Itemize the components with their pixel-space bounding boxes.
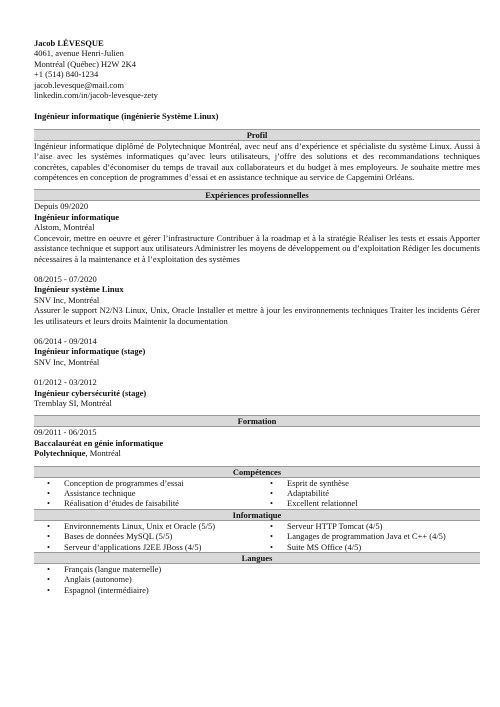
it-skill-item: • Serveur d’applications J2EE JBoss (4/5) xyxy=(34,542,257,552)
it-column-right xyxy=(257,521,480,552)
experience-description: Concevoir, mettre en oeuvre et gérer l’infrastructure Contribuer à la roadmap et à la stratégie Réaliser les tests et essais Apporter assistance technique et support aux utilisateurs Administrer les moyens de développement ou d’exploitation Rédiger les documents nécessaires à la maintenance et à l’exploitation des systèmes xyxy=(34,232,480,264)
address-line-2: Montréal (Québec) H2W 2K4 xyxy=(34,58,137,69)
skill-item: • Excellent relationnel xyxy=(257,498,480,508)
education-entry xyxy=(34,427,480,458)
it-section-header: Informatique xyxy=(34,509,480,521)
profile-summary: Ingénieur informatique diplômé de Polytechnique Montréal, avec neuf ans d’expérience et spécialiste du système Linux. Aussi à l’aise avec les systèmes informatiques qu’avec leurs utilisateurs, j’offre des solutions et des recommandations techniques concrètes, capables d’économiser du temps de travail aux collaborateurs et du budget à mes employeurs. Je souhaite mettre mes compétences en conception de programmes d’essai et en assistance technique au service de Capgemini Orléans. xyxy=(34,140,480,183)
language-item: • Espagnol (intermédiaire) xyxy=(34,585,480,595)
education-school-line xyxy=(34,448,480,458)
experience-entry xyxy=(34,274,480,326)
skill-item: • Assistance technique xyxy=(34,488,257,498)
phone-number: +1 (514) 840-1234 xyxy=(34,69,99,80)
experience-entry xyxy=(34,201,480,263)
it-skill-item: • Serveur HTTP Tomcat (4/5) xyxy=(257,521,480,531)
it-skill-item: • Bases de données MySQL (5/5) xyxy=(34,531,257,541)
candidate-name: Jacob LÉVESQUE xyxy=(34,38,104,48)
education-location: , Montréal xyxy=(85,448,121,459)
address-line-1: 4061, avenue Henri-Julien xyxy=(34,48,124,59)
language-item: • Français (langue maternelle) xyxy=(34,564,480,574)
profile-section-header: Profil xyxy=(34,129,480,141)
experience-dates: 08/2015 - 07/2020 xyxy=(34,273,97,284)
experience-list xyxy=(34,201,480,408)
education-dates: 09/2011 - 06/2015 xyxy=(34,427,97,438)
skills-list xyxy=(34,478,480,509)
it-skills-list xyxy=(34,521,480,552)
experience-role: Ingénieur informatique (stage) xyxy=(34,346,146,357)
skill-item: • Adaptabilité xyxy=(257,488,480,498)
it-column-left xyxy=(34,521,257,552)
experience-entry xyxy=(34,336,480,367)
skills-section-header: Compétences xyxy=(34,466,480,478)
it-skill-item: • Environnements Linux, Unix et Oracle (5/5) xyxy=(34,521,257,531)
education-section-header: Formation xyxy=(34,415,480,427)
skill-item: • Esprit de synthèse xyxy=(257,478,480,488)
languages-section-header: Langues xyxy=(34,552,480,564)
experience-description: Assurer le support N2/N3 Linux, Unix, Oracle Installer et mettre à jour les environnements techniques Traiter les incidents Gérer les utilisateurs et leurs droits Maintenir la documentation xyxy=(34,305,480,326)
experience-company: Tremblay SI, Montréal xyxy=(34,397,112,408)
experience-entry xyxy=(34,377,480,408)
experience-role: Ingénieur cybersécurité (stage) xyxy=(34,387,147,398)
experience-role: Ingénieur système Linux xyxy=(34,284,124,295)
experience-dates: Depuis 09/2020 xyxy=(34,201,89,212)
experience-company: Alstom, Montréal xyxy=(34,222,95,233)
it-skill-item: • Langages de programmation Java et C++ (4/5) xyxy=(257,531,480,541)
skills-column-left xyxy=(34,478,257,509)
it-skill-item: • Suite MS Office (4/5) xyxy=(257,542,480,552)
resume-headline: Ingénieur informatique (ingénierie Système Linux) xyxy=(34,111,219,122)
experience-company: SNV Inc, Montréal xyxy=(34,356,100,367)
education-degree: Baccalauréat en génie informatique xyxy=(34,437,164,448)
experience-role: Ingénieur informatique xyxy=(34,211,120,222)
languages-list xyxy=(34,564,480,595)
experience-dates: 01/2012 - 03/2012 xyxy=(34,377,97,388)
education-school: Polytechnique xyxy=(34,448,86,459)
email-address: jacob.levesque@mail.com xyxy=(34,79,124,90)
experience-section-header: Expériences professionnelles xyxy=(34,189,480,201)
experience-dates: 06/2014 - 09/2014 xyxy=(34,335,97,346)
experience-company: SNV Inc, Montréal xyxy=(34,294,100,305)
linkedin-url: linkedin.com/in/jacob-levesque-zety xyxy=(34,90,158,101)
contact-block xyxy=(34,38,480,100)
language-item: • Anglais (autonome) xyxy=(34,574,480,584)
skill-item: • Réalisation d’études de faisabilité xyxy=(34,498,257,508)
skills-column-right xyxy=(257,478,480,509)
skill-item: • Conception de programmes d’essai xyxy=(34,478,257,488)
